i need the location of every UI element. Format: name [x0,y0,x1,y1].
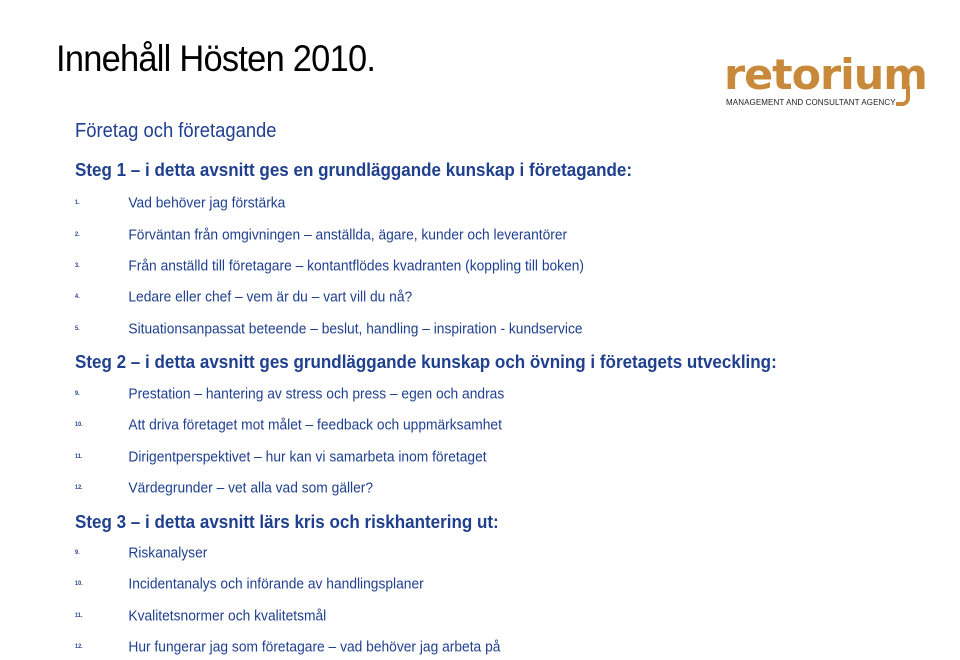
logo-hook-mark [896,86,910,106]
item-number: 5. [75,326,80,333]
list-item [75,385,504,403]
step-2-label: Steg 2 – i detta avsnitt ges grundläggande kunskap och övning i företagets utveckling: [75,351,777,372]
item-text: Incidentanalys och införande av handlingsplaner [128,575,424,593]
list-item [75,479,373,497]
item-text: Prestation – hantering av stress och press – egen och andras [128,385,505,403]
list-item [75,575,424,593]
list-item [75,544,207,562]
item-number: 10. [75,422,83,429]
item-text: Riskanalyser [128,544,208,562]
company-logo [724,50,927,108]
item-number: 12. [75,485,83,492]
item-number: 11. [75,454,83,461]
item-number: 9. [75,391,80,398]
item-text: Att driva företaget mot målet – feedback och uppmärksamhet [128,416,502,434]
item-text: Förväntan från omgivningen – anställda, ägare, kunder och leverantörer [128,226,568,244]
list-item [75,448,487,466]
list-item [75,226,567,244]
logo-tagline: MANAGEMENT AND CONSULTANT AGENCY [726,98,896,107]
item-number: 3. [75,263,80,270]
step-3-label: Steg 3 – i detta avsnitt lärs kris och riskhantering ut: [75,511,499,532]
list-item [75,607,326,625]
list-item [75,320,583,338]
item-text: Kvalitetsnormer och kvalitetsmål [128,607,327,625]
item-number: 4. [75,294,80,301]
item-text: Värdegrunder – vet alla vad som gäller? [128,479,374,497]
step-1-label: Steg 1 – i detta avsnitt ges en grundläggande kunskap i företagande: [75,159,633,180]
item-number: 1. [75,200,80,207]
list-item [75,257,584,275]
section-heading: Företag och företagande [75,120,277,142]
page-title: Innehåll Hösten 2010. [56,38,376,79]
item-number: 11. [75,613,83,620]
item-number: 2. [75,232,80,239]
item-text: Dirigentperspektivet – hur kan vi samarbeta inom företaget [128,448,487,466]
logo-wordmark: retorium [724,50,927,99]
list-item [75,288,412,306]
item-text: Ledare eller chef – vem är du – vart vill du nå? [128,288,413,306]
item-text: Från anställd till företagare – kontantflödes kvadranten (koppling till boken) [128,257,585,275]
item-number: 10. [75,581,83,588]
list-item [75,416,502,434]
list-item [75,638,500,656]
item-number: 12. [75,644,83,651]
list-item [75,194,285,212]
item-text: Situationsanpassat beteende – beslut, handling – inspiration - kundservice [128,320,583,338]
item-number: 9. [75,550,80,557]
item-text: Vad behöver jag förstärka [128,194,286,212]
item-text: Hur fungerar jag som företagare – vad behöver jag arbeta på [128,638,501,656]
